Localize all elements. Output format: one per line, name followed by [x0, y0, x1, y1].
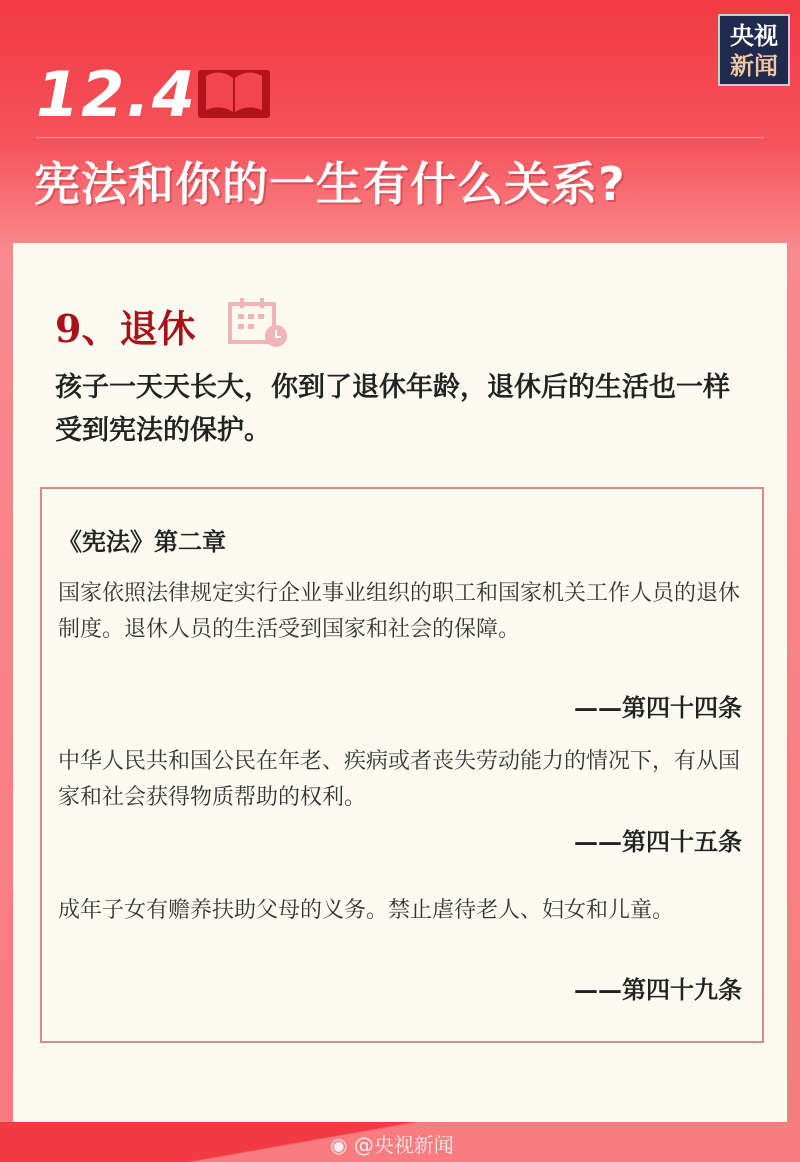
quote-source: 《宪法》第二章 — [58, 527, 226, 556]
section-heading: 9、退休 — [55, 306, 196, 351]
article-ref: ——第四十五条 — [574, 827, 742, 856]
intro-text: 孩子一天天长大，你到了退休年龄，退休后的生活也一样受到宪法的保护。 — [55, 372, 730, 446]
calendar-clock-icon — [228, 296, 290, 350]
page-title: 宪法和你的一生有什么关系? — [34, 157, 626, 211]
cctv-news-logo — [718, 14, 790, 86]
weibo-icon: ◉ — [330, 1133, 354, 1157]
date-heading: 12.4 — [36, 58, 197, 131]
article-ref: ——第四十四条 — [574, 693, 742, 722]
logo-line2: 新闻 — [730, 52, 778, 80]
article-text: 成年子女有赡养扶助父母的义务。禁止虐待老人、妇女和儿童。 — [58, 898, 675, 923]
watermark-text: @央视新闻 — [353, 1133, 454, 1157]
article-ref: ——第四十九条 — [574, 975, 742, 1004]
logo-line1: 央视 — [730, 22, 778, 50]
book-icon — [196, 64, 272, 122]
weibo-watermark — [330, 1129, 454, 1158]
divider — [36, 137, 764, 138]
article-text: 中华人民共和国公民在年老、疾病或者丧失劳动能力的情况下，有从国家和社会获得物质帮助的权利。 — [58, 749, 741, 810]
article-text: 国家依照法律规定实行企业事业组织的职工和国家机关工作人员的退休制度。退休人员的生活受到国家和社会的保障。 — [58, 581, 741, 642]
